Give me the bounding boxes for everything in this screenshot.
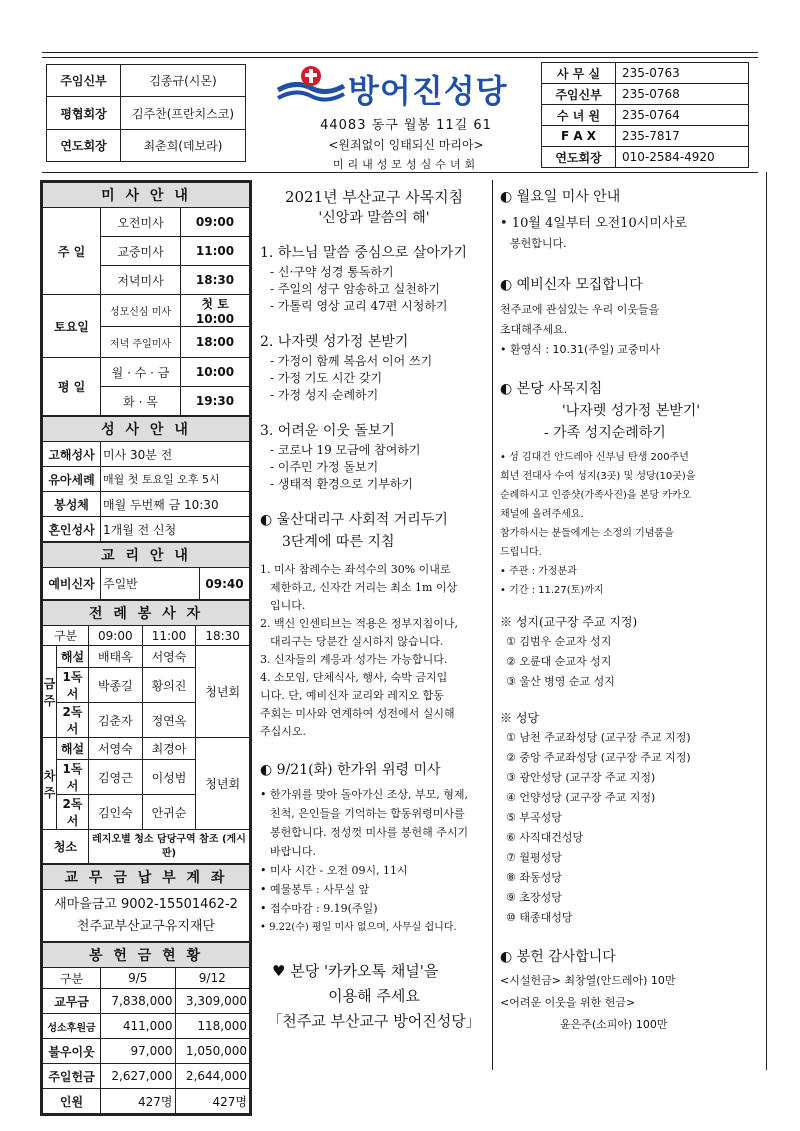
church-item: ② 중앙 주교좌성당 (교구장 주교 지정)	[506, 751, 691, 764]
guideline-item: - 가정 성지 순례하기	[270, 388, 379, 402]
church-item: ⑥ 사직대건성당	[506, 831, 584, 844]
pastoral-line: • 성 김대건 안드레아 신부님 탄생 200주년	[500, 452, 689, 463]
column-divider	[492, 180, 493, 1070]
recruit-line: 초대해주세요.	[500, 323, 568, 336]
offering-label: 주일헌금	[43, 1064, 101, 1089]
monday-title: ◐ 월요일 미사 안내	[500, 189, 621, 205]
ulsan-subtitle: 3단계에 따른 지침	[282, 534, 395, 550]
liturgy-table	[42, 600, 250, 864]
convent-phone: 235-0764	[616, 105, 749, 126]
liturgy-role: 1독서	[57, 668, 89, 703]
pastoral-line: 참가하시는 분들에게는 소정의 기념품을	[500, 528, 674, 539]
evening-group: 청년회	[196, 738, 250, 830]
recruit-title: ◐ 예비신자 모집합니다	[500, 277, 643, 293]
doctrine-table	[42, 542, 250, 600]
weekday-label: 평 일	[43, 358, 101, 416]
church-item: ⑩ 태종대성당	[506, 911, 573, 924]
mass-time: 09:00	[181, 208, 250, 237]
church-logo	[276, 64, 346, 104]
guideline-title: 2021년 부산교구 사목지침	[284, 188, 464, 206]
offering-label: 인원	[43, 1089, 101, 1114]
memorial-line: • 한가위를 맞아 돌아가신 조상, 부모, 형제,	[260, 788, 468, 801]
offering-value: 427명	[101, 1089, 176, 1114]
prayer-phone-label: 연도회장	[542, 147, 616, 168]
guideline-item: - 코로나 19 모금에 참여하기	[270, 443, 421, 457]
kakao-line-3: 「천주교 부산교구 방어진성당」	[267, 1012, 481, 1030]
mass-name: 화 · 목	[101, 387, 181, 416]
pastoral-line: 채널에 올려주세요.	[500, 509, 584, 520]
ulsan-line: 주십시오.	[260, 725, 307, 738]
liturgy-person: 안귀순	[142, 795, 196, 830]
offering-head: 9/12	[175, 968, 250, 989]
memorial-line: • 접수마감 : 9.19(주일)	[260, 902, 378, 915]
sacrament-label: 봉성체	[43, 492, 101, 517]
sacrament-value: 1개월 전 신청	[101, 517, 250, 542]
left-column	[40, 180, 252, 1116]
guideline-item: - 이주민 가정 돌보기	[270, 460, 379, 474]
monday-line: 봉헌합니다.	[510, 237, 567, 250]
guideline-item: - 생태적 환경으로 기부하기	[270, 477, 414, 491]
sacrament-label: 혼인성사	[43, 517, 101, 542]
memorial-title: ◐ 9/21(화) 한가위 위령 미사	[260, 762, 441, 778]
ulsan-line: 1. 미사 참례수는 좌석수의 30% 이내로	[260, 563, 451, 576]
offering-title: 봉 헌 금 현 황	[43, 943, 250, 968]
ulsan-line: 니다. 단, 예비신자 교리와 레지오 합동	[260, 689, 444, 702]
sacrament-title: 성 사 안 내	[43, 417, 250, 442]
offering-label: 성소후원금	[43, 1014, 101, 1039]
fax-label: F A X	[542, 126, 616, 147]
thanks-line: <어려운 이웃을 위한 헌금>	[500, 996, 636, 1009]
header-right-table	[541, 62, 749, 168]
liturgy-person: 김인숙	[89, 795, 143, 830]
memorial-line: 바랍니다.	[270, 845, 317, 858]
offering-value: 97,000	[101, 1039, 176, 1064]
mass-name: 교중미사	[101, 237, 181, 266]
pastor-phone: 235-0768	[616, 84, 749, 105]
prayer-phone: 010-2584-4920	[616, 147, 749, 168]
pastor-name: 김종규(시몬)	[121, 65, 246, 97]
offering-value: 3,309,000	[175, 989, 250, 1014]
sacrament-value: 매월 두번째 금 10:30	[101, 492, 250, 517]
convent-label: 수 녀 원	[542, 105, 616, 126]
account-table	[42, 864, 250, 942]
liturgy-head: 18:30	[196, 626, 250, 646]
ulsan-title: ◐ 울산대리구 사회적 거리두기	[260, 512, 448, 528]
evening-group: 청년회	[196, 646, 250, 738]
liturgy-role: 2독서	[57, 795, 89, 830]
mass-name: 성모신심 미사	[101, 295, 181, 327]
sacrament-value: 매월 첫 토요일 오후 5시	[101, 467, 250, 492]
cleaning-value: 레지오별 청소 담당구역 참조 (게시판)	[89, 830, 250, 864]
liturgy-role: 해설	[57, 646, 89, 668]
offering-head: 9/5	[101, 968, 176, 989]
liturgy-head: 구분	[43, 626, 89, 646]
cleaning-label: 청소	[43, 830, 89, 864]
guideline-item: - 신·구약 성경 통독하기	[270, 265, 394, 279]
recruit-line: • 환영식 : 10.31(주일) 교중미사	[500, 343, 660, 356]
guideline-subtitle: '신앙과 말씀의 해'	[318, 210, 430, 226]
offering-label: 불우이웃	[43, 1039, 101, 1064]
pastoral-line: 드립니다.	[500, 547, 542, 558]
mass-time: 10:00	[181, 358, 250, 387]
liturgy-person: 서영숙	[142, 646, 196, 668]
guideline-section-3: 3. 어려운 이웃 돌보기	[260, 423, 395, 439]
mass-name: 월 · 수 · 금	[101, 358, 181, 387]
liturgy-head: 11:00	[142, 626, 196, 646]
liturgy-role: 해설	[57, 738, 89, 760]
liturgy-person: 서영숙	[89, 738, 143, 760]
pastor-label: 주임신부	[47, 65, 121, 97]
ulsan-line: 제한하고, 신자간 거리는 최소 1m 이상	[270, 581, 458, 594]
office-label: 사 무 실	[542, 63, 616, 84]
offering-value: 411,000	[101, 1014, 176, 1039]
office-phone: 235-0763	[616, 63, 749, 84]
ulsan-line: 대리구는 당분간 실시하지 않습니다.	[270, 635, 444, 648]
liturgy-role: 1독서	[57, 760, 89, 795]
sacrament-label: 유아세례	[43, 467, 101, 492]
pastor-phone-label: 주임신부	[542, 84, 616, 105]
this-week-label: 금주	[43, 646, 57, 738]
guideline-item: - 가정 기도 시간 갖기	[270, 371, 383, 385]
ulsan-line: 입니다.	[270, 599, 306, 612]
doctrine-class: 주일반	[101, 568, 200, 600]
pastoral-line: • 기간 : 11.27(토)까지	[500, 585, 604, 596]
guideline-item: - 주일의 성구 암송하고 실천하기	[270, 282, 441, 296]
account-holder: 천주교부산교구유지재단	[76, 918, 216, 934]
fax-number: 235-7817	[616, 126, 749, 147]
account-number: 새마을금고 9002-15501462-2	[54, 896, 238, 912]
guideline-item: - 가톨릭 영상 교리 47편 시청하기	[270, 299, 448, 313]
church-item: ① 남천 주교좌성당 (교구장 주교 지정)	[506, 731, 691, 744]
ulsan-line: 2. 백신 인센티브는 적용은 정부지침이나,	[260, 617, 458, 630]
shrine-item: ③ 울산 병영 순교 성지	[506, 675, 615, 688]
liturgy-role: 2독서	[57, 703, 89, 738]
liturgy-title: 전 례 봉 사 자	[43, 601, 250, 626]
council-label: 평협회장	[47, 97, 121, 130]
church-item: ③ 광안성당 (교구장 주교 지정)	[506, 771, 656, 784]
ulsan-line: 주회는 미사와 연계하여 성전에서 실시해	[260, 707, 455, 720]
memorial-line: • 예물봉투 : 사무실 앞	[260, 883, 370, 896]
memorial-line: • 미사 시간 - 오전 09시, 11시	[260, 864, 408, 877]
doctrine-time: 09:40	[200, 568, 250, 600]
offering-value: 118,000	[175, 1014, 250, 1039]
mid-column	[260, 186, 488, 1034]
pastoral-line: 희년 전대사 수여 성지(3곳) 및 성당(10곳)을	[500, 471, 696, 482]
sacrament-table	[42, 416, 250, 542]
church-address: 44083 동구 월봉 11길 61	[320, 118, 492, 133]
mass-table	[42, 182, 250, 416]
ulsan-line: 4. 소모임, 단체식사, 행사, 숙박 금지입	[260, 671, 448, 684]
church-item: ⑨ 초장성당	[506, 891, 562, 904]
guideline-item: - 가정이 함께 복음서 이어 쓰기	[270, 354, 433, 368]
doctrine-label: 예비신자	[43, 568, 101, 600]
church-title: 방어진성당	[348, 72, 508, 110]
monday-line: • 10월 4일부터 오전10시미사로	[500, 216, 688, 231]
mass-time: 19:30	[181, 387, 250, 416]
mass-name: 저녁 주일미사	[101, 327, 181, 358]
offering-label: 교무금	[43, 989, 101, 1014]
sacrament-label: 고해성사	[43, 442, 101, 467]
liturgy-person: 김영근	[89, 760, 143, 795]
guideline-section-2: 2. 나자렛 성가정 본받기	[260, 334, 409, 350]
offering-value: 1,050,000	[175, 1039, 250, 1064]
church-item: ⑦ 월평성당	[506, 851, 562, 864]
mass-name: 저녁미사	[101, 266, 181, 295]
pastoral-sub-2: - 가족 성지순례하기	[544, 425, 666, 441]
offering-value: 2,644,000	[175, 1064, 250, 1089]
kakao-line-1: ♥ 본당 '카카오톡 채널'을	[272, 962, 439, 980]
memorial-line: 봉헌합니다. 정성껏 미사를 봉헌해 주시기	[270, 826, 469, 839]
offering-value: 7,838,000	[101, 989, 176, 1014]
thanks-title: ◐ 봉헌 감사합니다	[500, 949, 616, 965]
doctrine-title: 교 리 안 내	[43, 543, 250, 568]
church-item: ⑤ 부곡성당	[506, 811, 562, 824]
mass-time: 18:00	[181, 327, 250, 358]
liturgy-head: 09:00	[89, 626, 143, 646]
sunday-label: 주 일	[43, 208, 101, 295]
ulsan-line: 3. 신자들의 계응과 성가는 가능합니다.	[260, 653, 448, 666]
liturgy-person: 박종길	[89, 668, 143, 703]
church-item: ⑧ 좌동성당	[506, 871, 562, 884]
sacrament-value: 미사 30분 전	[101, 442, 250, 467]
recruit-line: 천주교에 관심있는 우리 이웃들을	[500, 303, 660, 316]
convent-name: 미리내성모성심수녀회	[332, 158, 480, 171]
liturgy-person: 정연옥	[142, 703, 196, 738]
liturgy-person: 최경아	[142, 738, 196, 760]
memorial-line: 친척, 은인들을 기억하는 합동위령미사를	[270, 807, 465, 820]
offering-table	[42, 942, 250, 1114]
next-week-label: 차주	[43, 738, 57, 830]
pastoral-line: • 주관 : 가정분과	[500, 566, 577, 577]
prayer-label: 연도회장	[47, 130, 121, 162]
kakao-line-2: 이용해 주세요	[328, 987, 420, 1005]
mass-time: 11:00	[181, 237, 250, 266]
church-motto: <원죄없이 잉태되신 마리아>	[328, 138, 484, 152]
right-border	[766, 172, 767, 1070]
account-title: 교 무 금 납 부 계 좌	[43, 865, 250, 890]
church-list-title: ※ 성당	[500, 711, 539, 725]
mass-time: 첫 토 10:00	[181, 295, 250, 327]
mass-name: 오전미사	[101, 208, 181, 237]
liturgy-person: 배태옥	[89, 646, 143, 668]
thanks-line: <시설헌금> 최창열(안드레아) 10만	[500, 974, 676, 987]
pastoral-line: 순례하시고 인증샷(가족사진)을 본당 카카오	[500, 490, 692, 501]
liturgy-person: 김춘자	[89, 703, 143, 738]
church-item: ④ 언양성당 (교구장 주교 지정)	[506, 791, 656, 804]
liturgy-person: 황의진	[142, 668, 196, 703]
pastoral-sub-1: '나자렛 성가정 본받기'	[561, 403, 701, 419]
offering-head: 구분	[43, 968, 101, 989]
right-column	[500, 186, 762, 1036]
offering-value: 427명	[175, 1089, 250, 1114]
mass-title: 미 사 안 내	[43, 183, 250, 208]
header-left-table	[46, 64, 246, 162]
thanks-line: 윤은주(소피아) 100만	[560, 1018, 668, 1031]
prayer-name: 최춘희(데보라)	[121, 130, 246, 162]
saturday-label: 토요일	[43, 295, 101, 358]
memorial-line: • 9.22(수) 평일 미사 없으며, 사무실 쉽니다.	[260, 922, 457, 933]
offering-value: 2,627,000	[101, 1064, 176, 1089]
shrine-item: ① 김범우 순교자 성지	[506, 635, 612, 648]
shrine-item: ② 오륜대 순교자 성지	[506, 655, 612, 668]
council-name: 김주찬(프란치스코)	[121, 97, 246, 130]
mass-time: 18:30	[181, 266, 250, 295]
guideline-section-1: 1. 하느님 말씀 중심으로 살아가기	[260, 245, 467, 261]
pastoral-title: ◐ 본당 사목지침	[500, 381, 603, 397]
liturgy-person: 이성범	[142, 760, 196, 795]
shrine-title: ※ 성지(교구장 주교 지정)	[500, 615, 638, 629]
